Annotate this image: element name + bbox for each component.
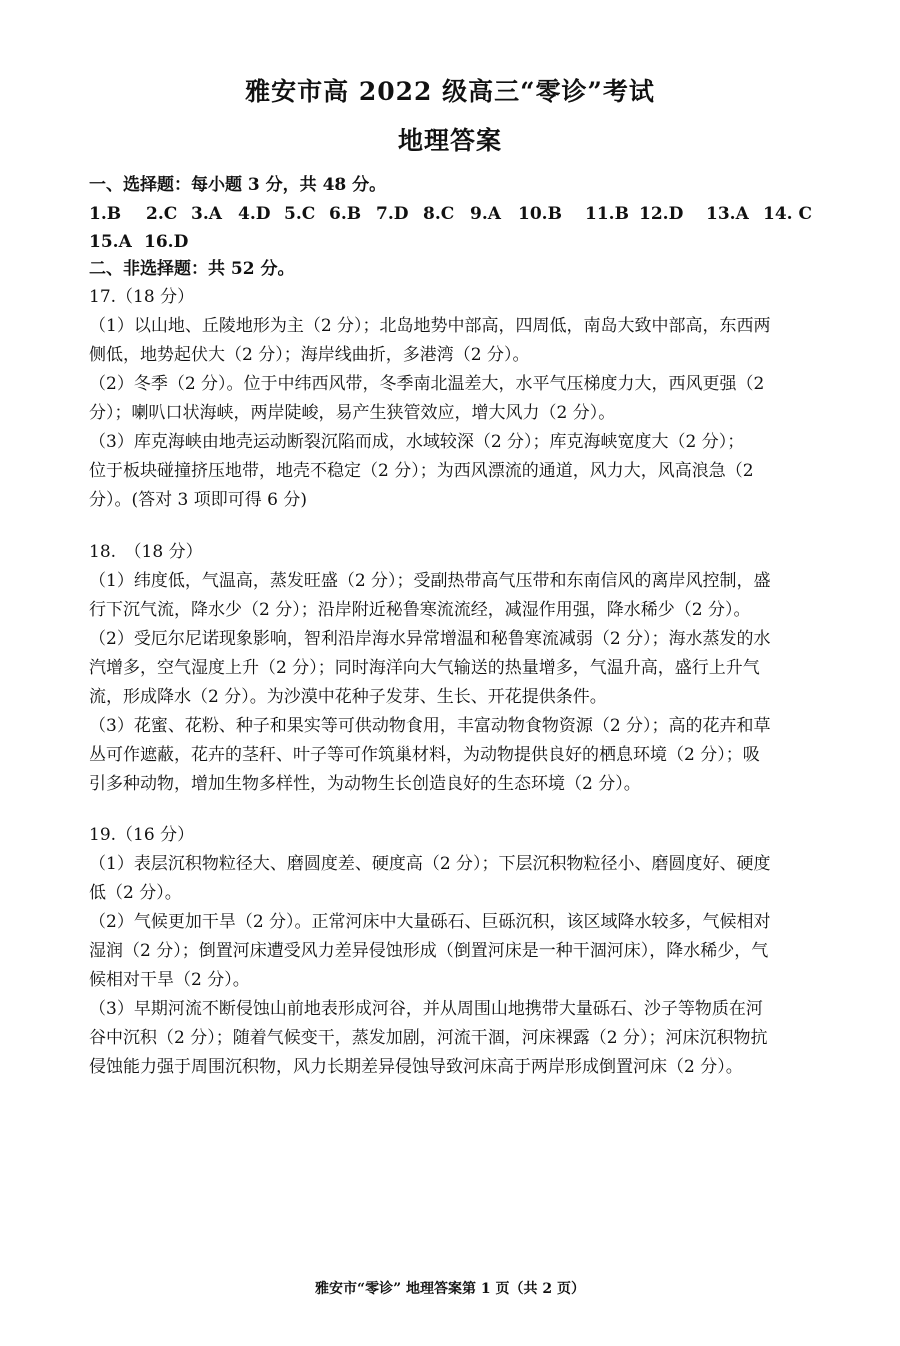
- section2-heading: 二、非选择题：共 52 分。: [89, 259, 295, 279]
- answer-item: 6.B: [329, 204, 362, 224]
- q17-heading: 17.（18 分）: [89, 287, 195, 307]
- answer-item: 16.D: [144, 232, 189, 252]
- q18-heading: 18. （18 分）: [89, 542, 203, 562]
- q19-line: （3）早期河流不断侵蚀山前地表形成河谷，并从周围山地携带大量砾石、沙子等物质在河: [89, 999, 763, 1019]
- q18-line: 丛可作遮蔽，花卉的茎秆、叶子等可作筑巢材料，为动物提供良好的栖息环境（2 分）；吸: [89, 745, 760, 765]
- q17-line: 分）。(答对 3 项即可得 6 分): [89, 490, 308, 510]
- q19-line: 侵蚀能力强于周围沉积物，风力长期差异侵蚀导致河床高于两岸形成倒置河床（2 分）。: [89, 1057, 743, 1077]
- q19-line: 低（2 分）。: [89, 883, 182, 903]
- q19-line: （2）气候更加干旱（2 分）。正常河床中大量砾石、巨砾沉积，该区域降水较多，气候相对: [89, 912, 771, 932]
- answer-item: 1.B: [89, 204, 122, 224]
- answer-item: 13.A: [706, 204, 749, 224]
- page-footer: 雅安市“零诊” 地理答案第 1 页（共 2 页）: [315, 1281, 585, 1297]
- q17-line: （3）库克海峡由地壳运动断裂沉陷而成，水域较深（2 分）；库克海峡宽度大（2 分）；: [89, 432, 745, 452]
- answer-item: 8.C: [423, 204, 455, 224]
- answer-item: 10.B: [518, 204, 562, 224]
- answer-item: 4.D: [238, 204, 271, 224]
- q19-line: 湿润（2 分）；倒置河床遭受风力差异侵蚀形成（倒置河床是一种干涸河床），降水稀少，气: [89, 941, 769, 961]
- q18-line: 汽增多，空气湿度上升（2 分）；同时海洋向大气输送的热量增多，气温升高，盛行上升气: [89, 658, 760, 678]
- q17-line: （2）冬季（2 分）。位于中纬西风带，冬季南北温差大，水平气压梯度力大，西风更强（2: [89, 374, 765, 394]
- q19-line: 谷中沉积（2 分）；随着气候变干，蒸发加剧，河流干涸，河床裸露（2 分）；河床沉积物抗: [89, 1028, 768, 1048]
- answer-item: 9.A: [470, 204, 501, 224]
- answer-item: 3.A: [191, 204, 222, 224]
- q19-line: 候相对干旱（2 分）。: [89, 970, 250, 990]
- answer-item: 11.B: [585, 204, 629, 224]
- document-subtitle: 地理答案: [397, 126, 502, 155]
- q18-line: 行下沉气流，降水少（2 分）；沿岸附近秘鲁寒流流经，减湿作用强，降水稀少（2 分）。: [89, 600, 751, 620]
- answer-item: 5.C: [284, 204, 316, 224]
- q17-line: 位于板块碰撞挤压地带，地壳不稳定（2 分）；为西风漂流的通道，风力大，风高浪急（2: [89, 461, 754, 481]
- q18-line: 流，形成降水（2 分）。为沙漠中花种子发芽、生长、开花提供条件。: [89, 687, 607, 707]
- q18-line: （2）受厄尔尼诺现象影响，智利沿岸海水异常增温和秘鲁寒流减弱（2 分）；海水蒸发的水: [89, 629, 771, 649]
- q17-line: 侧低，地势起伏大（2 分）；海岸线曲折，多港湾（2 分）。: [89, 345, 530, 365]
- q18-line: （1）纬度低，气温高，蒸发旺盛（2 分）；受副热带高气压带和东南信风的离岸风控制，盛: [89, 571, 771, 591]
- answer-item: 2.C: [146, 204, 178, 224]
- q17-line: 分）；喇叭口状海峡，两岸陡峻，易产生狭管效应，增大风力（2 分）。: [89, 403, 616, 423]
- answer-item: 7.D: [376, 204, 409, 224]
- q18-line: 引多种动物，增加生物多样性，为动物生长创造良好的生态环境（2 分）。: [89, 774, 641, 794]
- q18-line: （3）花蜜、花粉、种子和果实等可供动物食用，丰富动物食物资源（2 分）；高的花卉和草: [89, 716, 771, 736]
- section1-heading: 一、选择题：每小题 3 分，共 48 分。: [89, 175, 387, 195]
- answer-item: 12.D: [639, 204, 684, 224]
- q19-heading: 19.（16 分）: [89, 825, 195, 845]
- answer-item: 15.A: [89, 232, 132, 252]
- document-title: 雅安市高 2022 级高三“零诊”考试: [245, 77, 655, 106]
- q17-line: （1）以山地、丘陵地形为主（2 分）；北岛地势中部高，四周低，南岛大致中部高，东西两: [89, 316, 771, 336]
- answer-item: 14. C: [763, 204, 813, 224]
- q19-line: （1）表层沉积物粒径大、磨圆度差、硬度高（2 分）；下层沉积物粒径小、磨圆度好、硬度: [89, 854, 771, 874]
